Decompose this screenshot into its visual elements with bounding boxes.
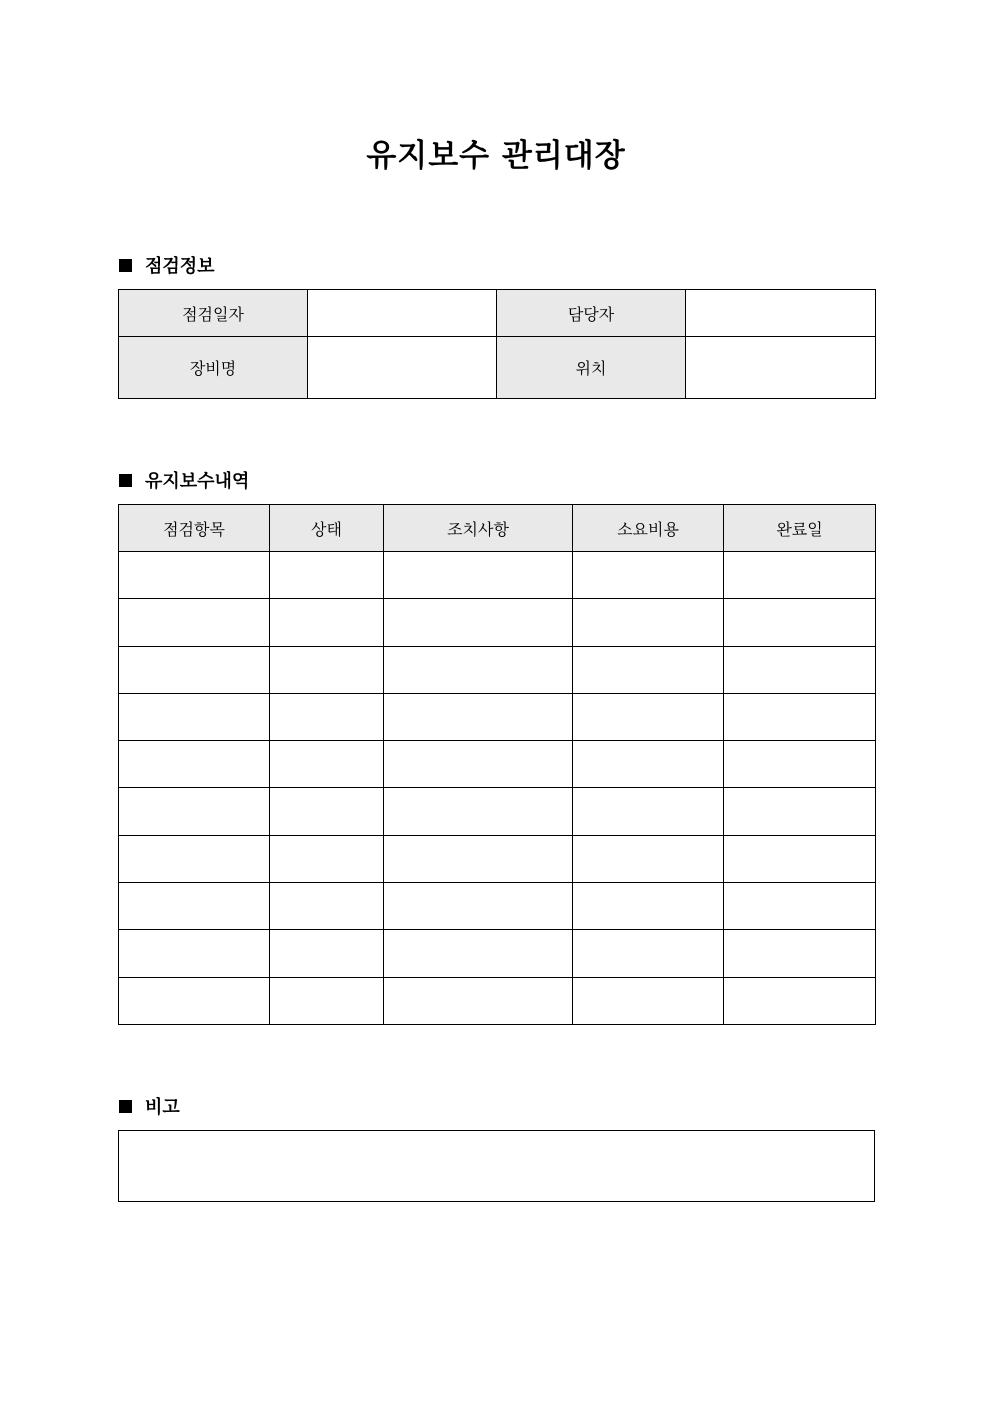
location-field[interactable] — [686, 337, 876, 399]
action-cell[interactable] — [384, 835, 573, 882]
col-inspection-item: 점검항목 — [119, 505, 270, 552]
table-row — [119, 646, 876, 693]
cost-cell[interactable] — [573, 977, 724, 1024]
table-row — [119, 552, 876, 599]
action-cell[interactable] — [384, 977, 573, 1024]
maintenance-body — [119, 552, 876, 1025]
equipment-name-field[interactable] — [308, 337, 497, 399]
inspection-info-row — [119, 337, 876, 399]
action-cell[interactable] — [384, 552, 573, 599]
inspection-item-cell[interactable] — [119, 883, 270, 930]
manager-label: 담당자 — [497, 290, 686, 337]
completion-date-cell[interactable] — [724, 835, 876, 882]
remarks-heading — [119, 1094, 180, 1118]
completion-date-cell[interactable] — [724, 977, 876, 1024]
maintenance-heading — [119, 468, 249, 492]
completion-date-cell[interactable] — [724, 646, 876, 693]
table-row — [119, 977, 876, 1024]
cost-cell[interactable] — [573, 930, 724, 977]
status-cell[interactable] — [270, 883, 384, 930]
inspection-item-cell[interactable] — [119, 788, 270, 835]
inspection-item-cell[interactable] — [119, 552, 270, 599]
action-cell[interactable] — [384, 788, 573, 835]
square-bullet-icon — [119, 259, 132, 272]
completion-date-cell[interactable] — [724, 741, 876, 788]
equipment-name-label: 장비명 — [119, 337, 308, 399]
inspection-item-cell[interactable] — [119, 599, 270, 646]
cost-cell[interactable] — [573, 599, 724, 646]
manager-field[interactable] — [686, 290, 876, 337]
cost-cell[interactable] — [573, 552, 724, 599]
table-row — [119, 599, 876, 646]
col-cost: 소요비용 — [573, 505, 724, 552]
cost-cell[interactable] — [573, 788, 724, 835]
inspection-info-heading — [119, 253, 215, 277]
maintenance-header-row — [119, 505, 876, 552]
status-cell[interactable] — [270, 835, 384, 882]
location-label: 위치 — [497, 337, 686, 399]
inspection-date-field[interactable] — [308, 290, 497, 337]
action-cell[interactable] — [384, 930, 573, 977]
table-row — [119, 741, 876, 788]
square-bullet-icon — [119, 474, 132, 487]
completion-date-cell[interactable] — [724, 599, 876, 646]
inspection-item-cell[interactable] — [119, 646, 270, 693]
cost-cell[interactable] — [573, 693, 724, 740]
status-cell[interactable] — [270, 552, 384, 599]
status-cell[interactable] — [270, 930, 384, 977]
inspection-item-cell[interactable] — [119, 977, 270, 1024]
table-row — [119, 788, 876, 835]
action-cell[interactable] — [384, 741, 573, 788]
completion-date-cell[interactable] — [724, 693, 876, 740]
action-cell[interactable] — [384, 599, 573, 646]
table-row — [119, 930, 876, 977]
inspection-item-cell[interactable] — [119, 835, 270, 882]
cost-cell[interactable] — [573, 741, 724, 788]
inspection-info-table — [118, 289, 876, 399]
table-row — [119, 693, 876, 740]
col-completion-date: 완료일 — [724, 505, 876, 552]
maintenance-table — [118, 504, 876, 1025]
status-cell[interactable] — [270, 646, 384, 693]
status-cell[interactable] — [270, 693, 384, 740]
cost-cell[interactable] — [573, 646, 724, 693]
document-title: 유지보수 관리대장 — [366, 138, 626, 174]
col-action: 조치사항 — [384, 505, 573, 552]
action-cell[interactable] — [384, 883, 573, 930]
inspection-info-row — [119, 290, 876, 337]
maintenance-heading-text: 유지보수내역 — [145, 471, 250, 492]
action-cell[interactable] — [384, 646, 573, 693]
cost-cell[interactable] — [573, 883, 724, 930]
completion-date-cell[interactable] — [724, 788, 876, 835]
col-status: 상태 — [270, 505, 384, 552]
inspection-item-cell[interactable] — [119, 693, 270, 740]
action-cell[interactable] — [384, 693, 573, 740]
table-row — [119, 883, 876, 930]
status-cell[interactable] — [270, 741, 384, 788]
square-bullet-icon — [119, 1100, 132, 1113]
completion-date-cell[interactable] — [724, 883, 876, 930]
status-cell[interactable] — [270, 977, 384, 1024]
inspection-item-cell[interactable] — [119, 930, 270, 977]
inspection-date-label: 점검일자 — [119, 290, 308, 337]
cost-cell[interactable] — [573, 835, 724, 882]
status-cell[interactable] — [270, 599, 384, 646]
remarks-box[interactable] — [118, 1130, 875, 1202]
inspection-item-cell[interactable] — [119, 741, 270, 788]
completion-date-cell[interactable] — [724, 930, 876, 977]
status-cell[interactable] — [270, 788, 384, 835]
inspection-info-heading-text: 점검정보 — [145, 256, 215, 277]
remarks-heading-text: 비고 — [145, 1097, 180, 1118]
table-row — [119, 835, 876, 882]
completion-date-cell[interactable] — [724, 552, 876, 599]
